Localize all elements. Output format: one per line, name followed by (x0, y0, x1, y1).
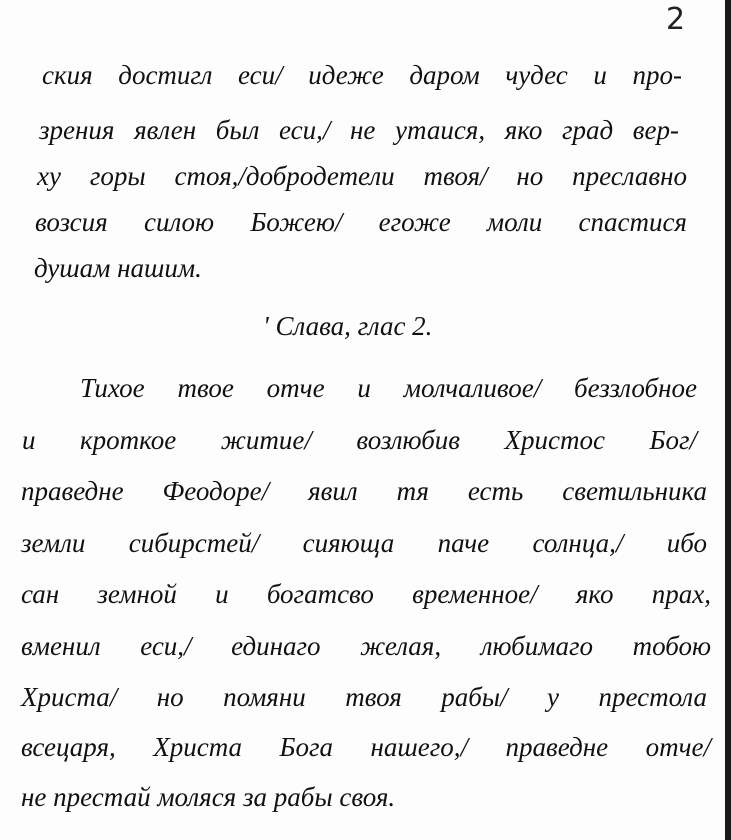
text-line: не престай моляся за рабы своя. (21, 782, 396, 812)
text-line: Христа/ но помяни твоя рабы/ у престола (21, 682, 707, 712)
text-line: возсия силою Божею/ егоже моли спастися (35, 207, 687, 237)
text-line: земли сибирстей/ сияюща паче солнца,/ ибо (21, 528, 707, 558)
text-line: ху горы стоя,/добродетели твоя/ но преславно (37, 161, 687, 191)
text-line: и кроткое житие/ возлюбив Христос Бог/ (22, 425, 697, 455)
text-line: Тихое твое отче и молчаливое/ беззлобное (80, 373, 697, 403)
text-line: вменил еси,/ единаго желая, любимаго тобою (21, 631, 711, 661)
text-line: душам нашим. (34, 253, 202, 283)
section-heading: ' Слава, глас 2. (263, 311, 433, 341)
text-line: праведне Феодоре/ явил тя есть светильника (21, 476, 707, 506)
text-line: всецаря, Христа Бога нашего,/ праведне отче/ (21, 732, 711, 762)
text-line: зрения явлен был еси,/ не утаися, яко град вер- (39, 115, 679, 145)
page-number: 2 (666, 2, 686, 37)
text-line: ския достигл еси/ идеже даром чудес и про- (42, 60, 682, 90)
text-line: сан земной и богатсво временное/ яко прах, (21, 579, 711, 609)
scan-edge (725, 0, 731, 840)
